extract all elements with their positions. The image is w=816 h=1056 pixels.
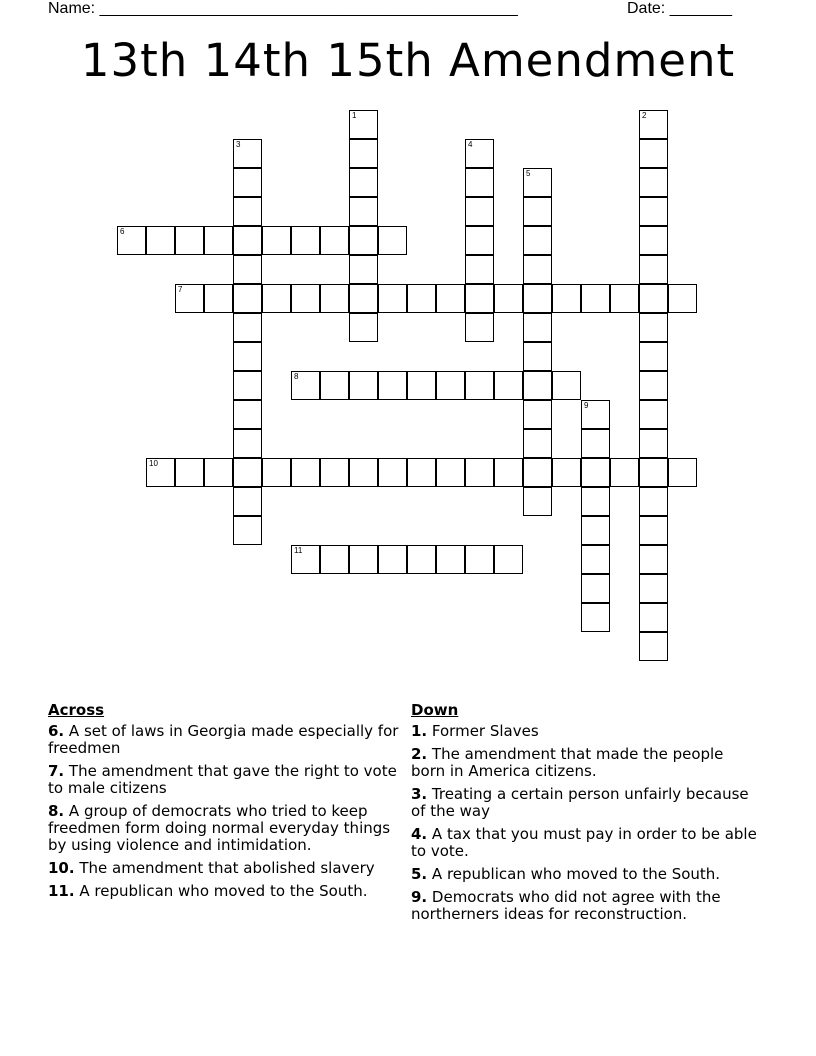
crossword-cell[interactable] xyxy=(349,371,378,400)
crossword-cell[interactable] xyxy=(465,284,494,313)
crossword-cell[interactable] xyxy=(523,255,552,284)
down-clue xyxy=(411,866,761,883)
crossword-cell[interactable] xyxy=(262,458,291,487)
crossword-cell[interactable] xyxy=(465,371,494,400)
crossword-cell[interactable] xyxy=(436,284,465,313)
crossword-cell[interactable] xyxy=(639,429,668,458)
crossword-cell[interactable] xyxy=(639,342,668,371)
crossword-cell[interactable] xyxy=(349,545,378,574)
crossword-cell[interactable] xyxy=(378,545,407,574)
crossword-cell[interactable] xyxy=(581,429,610,458)
clue-number: 5. xyxy=(411,865,428,883)
crossword-cell[interactable] xyxy=(291,545,320,574)
clue-number: 3. xyxy=(411,785,428,803)
crossword-cell[interactable] xyxy=(639,197,668,226)
crossword-cell[interactable] xyxy=(639,371,668,400)
crossword-cell[interactable] xyxy=(552,284,581,313)
crossword-cell[interactable] xyxy=(349,458,378,487)
crossword-cell[interactable] xyxy=(320,226,349,255)
crossword-cell[interactable] xyxy=(639,458,668,487)
crossword-cell[interactable] xyxy=(262,226,291,255)
crossword-cell[interactable] xyxy=(233,197,262,226)
clue-number: 3 xyxy=(236,140,241,149)
crossword-cell[interactable] xyxy=(233,226,262,255)
clue-text: Former Slaves xyxy=(427,722,539,740)
clue-number: 9 xyxy=(584,401,589,410)
crossword-cell[interactable] xyxy=(175,226,204,255)
clue-text: A group of democrats who tried to keep freedmen form doing normal everyday things by using violence and intimidation. xyxy=(48,802,391,854)
clue-number: 4. xyxy=(411,825,428,843)
crossword-cell[interactable] xyxy=(465,197,494,226)
crossword-cell[interactable] xyxy=(407,371,436,400)
crossword-cell[interactable] xyxy=(175,458,204,487)
clue-text: Treating a certain person unfairly because of the way xyxy=(411,785,749,820)
crossword-cell[interactable] xyxy=(378,226,407,255)
crossword-cell[interactable] xyxy=(349,313,378,342)
across-heading: Across xyxy=(48,701,105,719)
crossword-cell[interactable] xyxy=(639,110,668,139)
clue-number: 4 xyxy=(468,140,473,149)
crossword-cell[interactable] xyxy=(436,371,465,400)
clue-number: 7 xyxy=(178,285,183,294)
crossword-cell[interactable] xyxy=(668,458,697,487)
crossword-cell[interactable] xyxy=(639,516,668,545)
down-heading: Down xyxy=(411,701,459,719)
clue-number: 6. xyxy=(48,722,65,740)
crossword-cell[interactable] xyxy=(320,545,349,574)
clue-number: 6 xyxy=(120,227,125,236)
crossword-cell[interactable] xyxy=(291,226,320,255)
clue-text: A republican who moved to the South. xyxy=(427,865,721,883)
crossword-cell[interactable] xyxy=(320,284,349,313)
down-clues xyxy=(411,702,761,929)
crossword-cell[interactable] xyxy=(233,284,262,313)
crossword-cell[interactable] xyxy=(639,545,668,574)
down-clue xyxy=(411,723,761,740)
crossword-cell[interactable] xyxy=(407,284,436,313)
crossword-cell[interactable] xyxy=(146,458,175,487)
crossword-cell[interactable] xyxy=(204,284,233,313)
crossword-cell[interactable] xyxy=(233,516,262,545)
across-clue-list xyxy=(48,723,408,900)
clue-text: A republican who moved to the South. xyxy=(74,882,368,900)
crossword-cell[interactable] xyxy=(523,313,552,342)
crossword-cell[interactable] xyxy=(349,110,378,139)
across-clues xyxy=(48,702,408,906)
crossword-cell[interactable] xyxy=(639,632,668,661)
across-clue xyxy=(48,803,408,854)
crossword-cell[interactable] xyxy=(204,226,233,255)
crossword-cell[interactable] xyxy=(581,487,610,516)
crossword-cell[interactable] xyxy=(436,545,465,574)
down-clue xyxy=(411,826,761,860)
crossword-cell[interactable] xyxy=(233,458,262,487)
crossword-cell[interactable] xyxy=(581,284,610,313)
crossword-cell[interactable] xyxy=(465,255,494,284)
name-field-label: Name: _______________________________________________ xyxy=(48,0,518,17)
crossword-cell[interactable] xyxy=(117,226,146,255)
crossword-cell[interactable] xyxy=(639,400,668,429)
crossword-cell[interactable] xyxy=(233,139,262,168)
crossword-cell[interactable] xyxy=(581,574,610,603)
crossword-cell[interactable] xyxy=(523,400,552,429)
crossword-cell[interactable] xyxy=(378,371,407,400)
clue-text: The amendment that gave the right to vote to male citizens xyxy=(48,762,397,797)
crossword-cell[interactable] xyxy=(262,284,291,313)
across-clue xyxy=(48,860,408,877)
crossword-cell[interactable] xyxy=(436,458,465,487)
clue-text: A tax that you must pay in order to be able to vote. xyxy=(411,825,757,860)
crossword-cell[interactable] xyxy=(465,168,494,197)
crossword-cell[interactable] xyxy=(523,342,552,371)
crossword-cell[interactable] xyxy=(494,371,523,400)
crossword-cell[interactable] xyxy=(378,284,407,313)
crossword-cell[interactable] xyxy=(233,342,262,371)
crossword-cell[interactable] xyxy=(552,458,581,487)
crossword-cell[interactable] xyxy=(610,284,639,313)
clue-number: 1. xyxy=(411,722,428,740)
crossword-cell[interactable] xyxy=(349,284,378,313)
clue-number: 1 xyxy=(352,111,357,120)
crossword-cell[interactable] xyxy=(146,226,175,255)
crossword-cell[interactable] xyxy=(233,255,262,284)
crossword-cell[interactable] xyxy=(233,371,262,400)
crossword-cell[interactable] xyxy=(668,284,697,313)
crossword-cell[interactable] xyxy=(523,487,552,516)
crossword-cell[interactable] xyxy=(465,545,494,574)
clue-text: The amendment that made the people born in America citizens. xyxy=(411,745,724,780)
crossword-cell[interactable] xyxy=(291,458,320,487)
across-clue xyxy=(48,723,408,757)
crossword-cell[interactable] xyxy=(523,458,552,487)
crossword-cell[interactable] xyxy=(233,487,262,516)
clue-number: 2 xyxy=(642,111,647,120)
clue-number: 7. xyxy=(48,762,65,780)
crossword-cell[interactable] xyxy=(494,458,523,487)
clue-number: 5 xyxy=(526,169,531,178)
clue-number: 10 xyxy=(149,459,158,468)
crossword-cell[interactable] xyxy=(610,458,639,487)
clue-number: 2. xyxy=(411,745,428,763)
crossword-cell[interactable] xyxy=(639,487,668,516)
down-clue xyxy=(411,889,761,923)
crossword-cell[interactable] xyxy=(523,284,552,313)
crossword-cell[interactable] xyxy=(465,226,494,255)
across-clue xyxy=(48,763,408,797)
crossword-cell[interactable] xyxy=(581,400,610,429)
crossword-cell[interactable] xyxy=(639,313,668,342)
down-clue xyxy=(411,746,761,780)
crossword-cell[interactable] xyxy=(523,197,552,226)
crossword-cell[interactable] xyxy=(291,284,320,313)
across-clue xyxy=(48,883,408,900)
crossword-cell[interactable] xyxy=(523,226,552,255)
crossword-cell[interactable] xyxy=(407,545,436,574)
crossword-cell[interactable] xyxy=(581,516,610,545)
clue-number: 11 xyxy=(294,546,303,555)
crossword-cell[interactable] xyxy=(378,458,407,487)
clue-text: The amendment that abolished slavery xyxy=(74,859,375,877)
crossword-cell[interactable] xyxy=(494,284,523,313)
crossword-cell[interactable] xyxy=(465,313,494,342)
clue-text: A set of laws in Georgia made especially for freedmen xyxy=(48,722,399,757)
clue-number: 8 xyxy=(294,372,299,381)
crossword-cell[interactable] xyxy=(233,168,262,197)
clue-number: 11. xyxy=(48,882,75,900)
crossword-cell[interactable] xyxy=(552,371,581,400)
crossword-cell[interactable] xyxy=(465,139,494,168)
crossword-cell[interactable] xyxy=(407,458,436,487)
crossword-cell[interactable] xyxy=(581,545,610,574)
down-clue xyxy=(411,786,761,820)
crossword-cell[interactable] xyxy=(349,168,378,197)
crossword-cell[interactable] xyxy=(175,284,204,313)
crossword-cell[interactable] xyxy=(523,429,552,458)
crossword-cell[interactable] xyxy=(320,458,349,487)
crossword-cell[interactable] xyxy=(523,371,552,400)
crossword-cell[interactable] xyxy=(639,574,668,603)
crossword-cell[interactable] xyxy=(581,458,610,487)
crossword-cell[interactable] xyxy=(639,284,668,313)
crossword-cell[interactable] xyxy=(233,429,262,458)
crossword-cell[interactable] xyxy=(233,313,262,342)
crossword-cell[interactable] xyxy=(465,458,494,487)
crossword-cell[interactable] xyxy=(320,371,349,400)
date-field-label: Date: _______ xyxy=(627,0,732,17)
page-title: 13th 14th 15th Amendment xyxy=(80,34,736,87)
clue-number: 8. xyxy=(48,802,65,820)
clue-number: 9. xyxy=(411,888,428,906)
crossword-cell[interactable] xyxy=(349,197,378,226)
down-clue-list xyxy=(411,723,761,923)
crossword-cell[interactable] xyxy=(291,371,320,400)
crossword-cell[interactable] xyxy=(639,255,668,284)
crossword-cell[interactable] xyxy=(639,226,668,255)
crossword-cell[interactable] xyxy=(494,545,523,574)
crossword-cell[interactable] xyxy=(233,400,262,429)
crossword-cell[interactable] xyxy=(639,603,668,632)
crossword-cell[interactable] xyxy=(204,458,233,487)
crossword-cell[interactable] xyxy=(639,168,668,197)
crossword-cell[interactable] xyxy=(349,226,378,255)
clue-number: 10. xyxy=(48,859,75,877)
crossword-cell[interactable] xyxy=(523,168,552,197)
crossword-cell[interactable] xyxy=(349,139,378,168)
crossword-cell[interactable] xyxy=(581,603,610,632)
crossword-cell[interactable] xyxy=(639,139,668,168)
crossword-cell[interactable] xyxy=(349,255,378,284)
clue-text: Democrats who did not agree with the northerners ideas for reconstruction. xyxy=(411,888,721,923)
